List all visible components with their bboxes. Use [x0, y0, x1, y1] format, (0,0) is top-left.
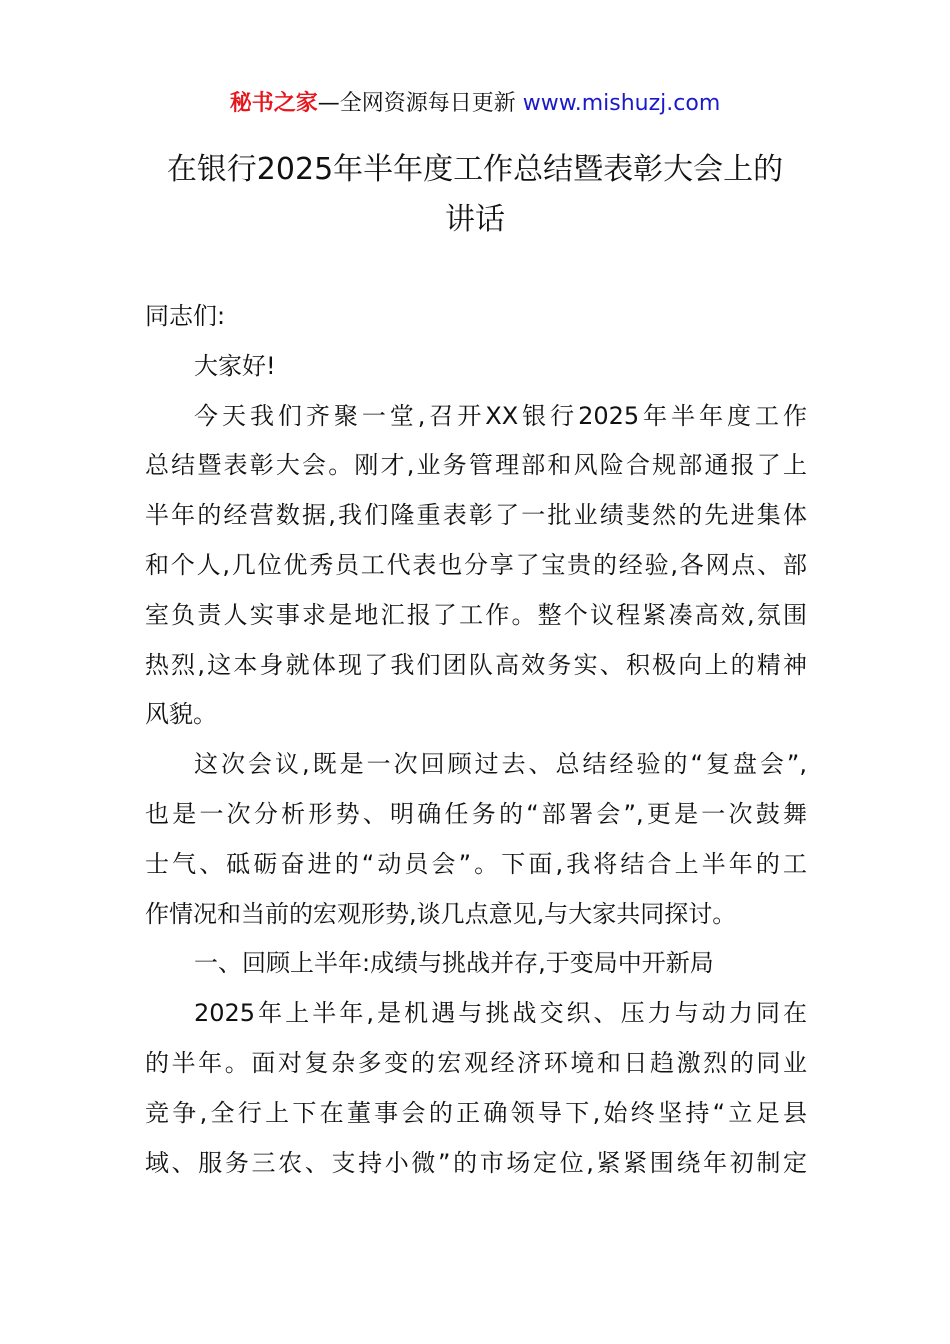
- paragraph-line: 域、服务三农、支持小微”的市场定位,紧紧围绕年初制定: [145, 1148, 807, 1177]
- paragraph-line: 2025年上半年,是机遇与挑战交织、压力与动力同在: [194, 999, 807, 1028]
- paragraph-line: 这次会议,既是一次回顾过去、总结经验的“复盘会”,: [194, 750, 807, 779]
- paragraph-line: 总结暨表彰大会。刚才,业务管理部和风险合规部通报了上: [145, 451, 807, 480]
- greeting: 大家好!: [194, 351, 276, 380]
- document-title: [0, 145, 950, 245]
- slogan: —全网资源每日更新: [317, 91, 523, 116]
- paragraph-line: 半年的经营数据,我们隆重表彰了一批业绩斐然的先进集体: [145, 501, 807, 530]
- section-heading: 一、回顾上半年:成绩与挑战并存,于变局中开新局: [194, 949, 714, 978]
- paragraph-line: 热烈,这本身就体现了我们团队高效务实、积极向上的精神: [145, 650, 807, 679]
- paragraph-line: 作情况和当前的宏观形势,谈几点意见,与大家共同探讨。: [145, 899, 737, 928]
- paragraph-line: 风貌。: [145, 700, 217, 729]
- site-header: [0, 88, 950, 120]
- paragraph-line: 竞争,全行上下在董事会的正确领导下,始终坚持“立足县: [145, 1098, 807, 1127]
- title-line: 讲话: [445, 202, 505, 237]
- salutation: 同志们:: [145, 302, 226, 330]
- brand-name: 秘书之家: [229, 91, 318, 116]
- document-body: [145, 292, 807, 1188]
- paragraph-line: 和个人,几位优秀员工代表也分享了宝贵的经验,各网点、部: [145, 550, 807, 579]
- title-line: 在银行2025年半年度工作总结暨表彰大会上的: [166, 152, 784, 187]
- paragraph-line: 的半年。面对复杂多变的宏观经济环境和日趋激烈的同业: [145, 1048, 807, 1077]
- paragraph-line: 士气、砥砺奋进的“动员会”。下面,我将结合上半年的工: [145, 849, 807, 878]
- paragraph-line: 今天我们齐聚一堂,召开XX银行2025年半年度工作: [194, 401, 807, 430]
- site-url[interactable]: www.mishuzj.com: [522, 91, 721, 116]
- paragraph-line: 室负责人实事求是地汇报了工作。整个议程紧凑高效,氛围: [145, 600, 807, 629]
- paragraph-line: 也是一次分析形势、明确任务的“部署会”,更是一次鼓舞: [145, 799, 807, 828]
